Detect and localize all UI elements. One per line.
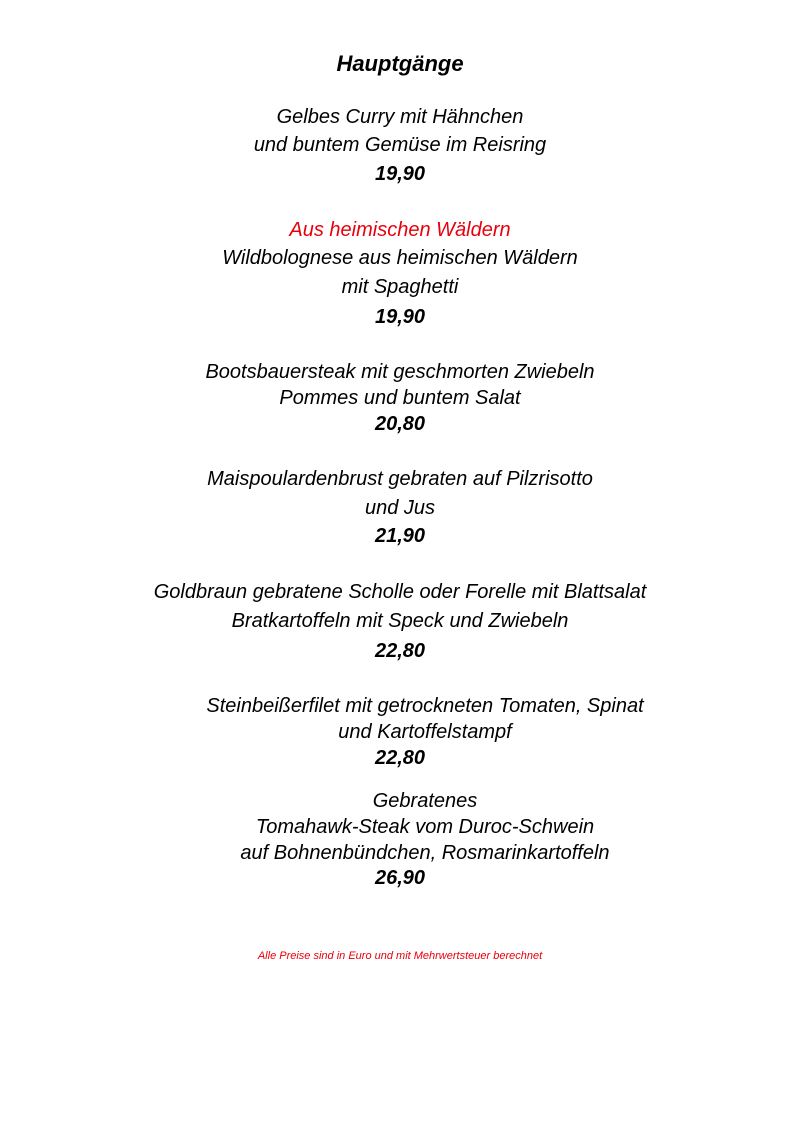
dish-description-line: Wildbolognese aus heimischen Wäldern bbox=[222, 247, 578, 269]
dish-price: 19,90 bbox=[374, 306, 426, 328]
dish-price: 22,80 bbox=[374, 640, 426, 662]
dish-description-line: und Jus bbox=[364, 497, 436, 519]
dish-price: 22,80 bbox=[374, 747, 426, 769]
dish-description-line: Gebratenes bbox=[372, 790, 478, 812]
dish-price: 19,90 bbox=[374, 163, 426, 185]
dish-description-line: Maispoulardenbrust gebraten auf Pilzrisotto bbox=[207, 468, 593, 490]
dish-description-line: Goldbraun gebratene Scholle oder Forelle mit Blattsalat bbox=[153, 581, 647, 603]
dish-description-line: und Kartoffelstampf bbox=[338, 721, 512, 743]
dish-description-line: auf Bohnenbündchen, Rosmarinkartoffeln bbox=[240, 842, 610, 864]
dish-subtitle: Aus heimischen Wäldern bbox=[289, 219, 511, 241]
dish-description-line: und buntem Gemüse im Reisring bbox=[253, 134, 547, 156]
price-footnote: Alle Preise sind in Euro und mit Mehrwertsteuer berechnet bbox=[257, 950, 543, 962]
dish-price: 21,90 bbox=[374, 525, 426, 547]
dish-price: 20,80 bbox=[374, 413, 426, 435]
dish-description-line: Pommes und buntem Salat bbox=[279, 387, 521, 409]
dish-description-line: Steinbeißerfilet mit getrockneten Tomaten, Spinat bbox=[206, 695, 644, 717]
dish-description-line: Tomahawk-Steak vom Duroc-Schwein bbox=[255, 816, 595, 838]
dish-description-line: Bratkartoffeln mit Speck und Zwiebeln bbox=[231, 610, 569, 632]
dish-description-line: Gelbes Curry mit Hähnchen bbox=[276, 106, 524, 128]
dish-description-line: Bootsbauersteak mit geschmorten Zwiebeln bbox=[205, 361, 595, 383]
page-title: Hauptgänge bbox=[336, 51, 464, 76]
dish-description-line: mit Spaghetti bbox=[341, 276, 459, 298]
dish-price: 26,90 bbox=[374, 867, 426, 889]
